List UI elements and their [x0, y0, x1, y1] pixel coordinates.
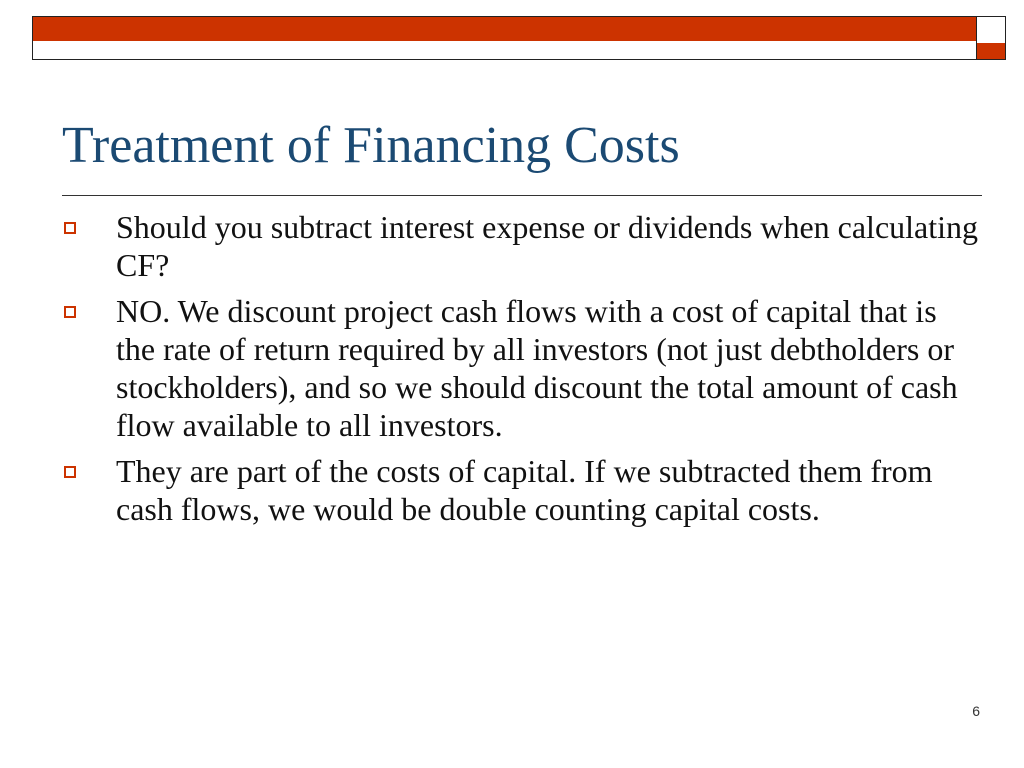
header-corner-box: [976, 16, 1006, 60]
header-decoration-bar: [32, 16, 978, 60]
bullet-list: [62, 208, 982, 536]
bullet-item: [62, 452, 982, 528]
header-accent-stripe: [33, 17, 977, 41]
hollow-square-bullet-icon: [64, 222, 76, 234]
bullet-text: They are part of the costs of capital. If we subtracted them from cash flows, we would be double counting capital costs.: [116, 453, 933, 527]
hollow-square-bullet-icon: [64, 306, 76, 318]
bullet-text: Should you subtract interest expense or dividends when calculating CF?: [116, 209, 979, 283]
title-divider: [62, 195, 982, 196]
slide-title: Treatment of Financing Costs: [62, 117, 680, 174]
hollow-square-bullet-icon: [64, 466, 76, 478]
page-number: 6: [972, 703, 980, 719]
bullet-text: NO. We discount project cash flows with a cost of capital that is the rate of return required by all investors (not just debtholders or stockholders), and so we should discount the total amount of cash flow available to all investors.: [116, 293, 958, 443]
bullet-item: [62, 292, 982, 444]
bullet-item: [62, 208, 982, 284]
header-corner-accent: [977, 43, 1005, 59]
